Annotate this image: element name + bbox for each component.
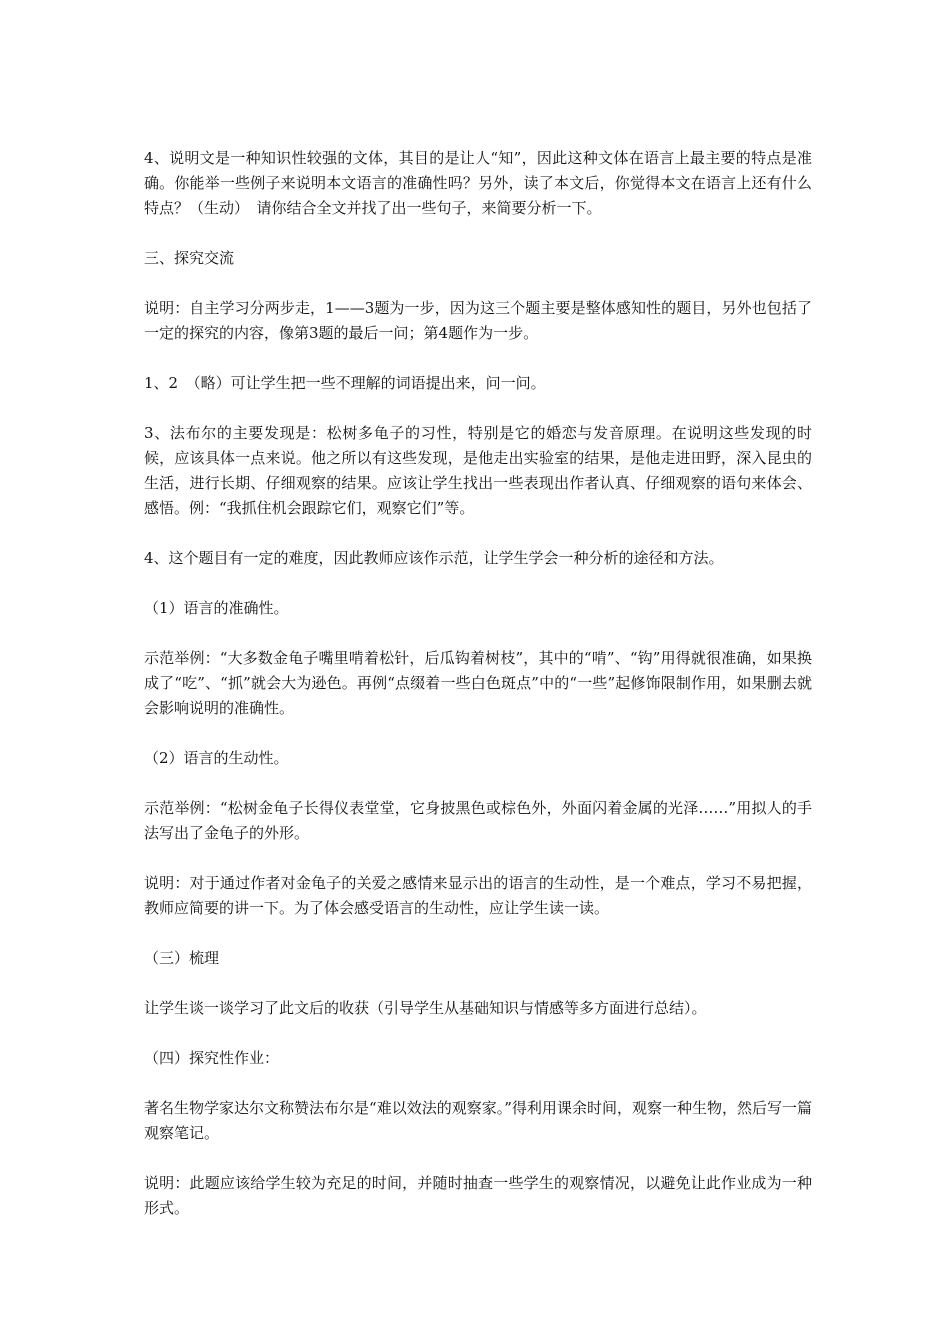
section-heading-homework: （四）探究性作业： [144,1049,280,1067]
subheading-vividness: （2）语言的生动性。 [144,749,289,767]
document-body [144,146,812,1246]
paragraph-review: 让学生谈一谈学习了此文后的收获（引导学生从基础知识与情感等多方面进行总结）。 [144,999,707,1017]
paragraph-answer-1-2: 1、2 （略）可让学生把一些不理解的词语提出来，问一问。 [144,374,546,392]
paragraph-note-homework: 说明：此题应该给学生较为充足的时间，并随时抽查一些学生的观察情况，以避免让此作业成为一种形式。 [144,1174,812,1217]
paragraph-answer-3: 3、法布尔的主要发现是：松树多龟子的习性，特别是它的婚恋与发音原理。在说明这些发现的时候，应该具体一点来说。他之所以有这些发现，是他走出实验室的结果，是他走进田野，深入昆虫的生活，进行长期、仔细观察的结果。应该让学生找出一些表现出作者认真、仔细观察的语句来体会、感悟。例：“我抓住机会跟踪它们，观察它们”等。 [144,424,812,517]
paragraph-homework: 著名生物学家达尔文称赞法布尔是“难以效法的观察家。”得利用课余时间，观察一种生物，然后写一篇观察笔记。 [144,1099,812,1142]
section-heading-inquiry-exchange: 三、探究交流 [144,249,235,267]
paragraph-note-self-study: 说明：自主学习分两步走，1——3题为一步，因为这三个题主要是整体感知性的题目，另外也包括了一定的探究的内容，像第3题的最后一问；第4题作为一步。 [144,299,812,342]
paragraph-answer-4: 4、这个题目有一定的难度，因此教师应该作示范，让学生学会一种分析的途径和方法。 [144,549,724,567]
paragraph-example-accuracy: 示范举例：“大多数金龟子嘴里啃着松针，后瓜钩着树枝”，其中的“啃”、“钩”用得就很准确，如果换成了“吃”、“抓”就会大为逊色。再例“点缀着一些白色斑点”中的“一些”起修饰限制作用，如果删去就会影响说明的准确性。 [144,649,812,717]
paragraph-example-vividness: 示范举例：“松树金龟子长得仪表堂堂，它身披黑色或棕色外，外面闪着金属的光泽……”用拟人的手法写出了金龟子的外形。 [144,799,812,842]
subheading-accuracy: （1）语言的准确性。 [144,599,289,617]
paragraph-question-4: 4、说明文是一种知识性较强的文体，其目的是让人“知”，因此这种文体在语言上最主要的特点是准确。你能举一些例子来说明本文语言的准确性吗？另外，读了本文后，你觉得本文在语言上还有什么特点？（生动） 请你结合全文并找了出一些句子，来简要分析一下。 [144,149,812,217]
paragraph-note-vividness: 说明：对于通过作者对金龟子的关爱之感情来显示出的语言的生动性，是一个难点，学习不易把握，教师应简要的讲一下。为了体会感受语言的生动性，应让学生读一读。 [144,874,812,917]
section-heading-review: （三）梳理 [144,949,220,967]
